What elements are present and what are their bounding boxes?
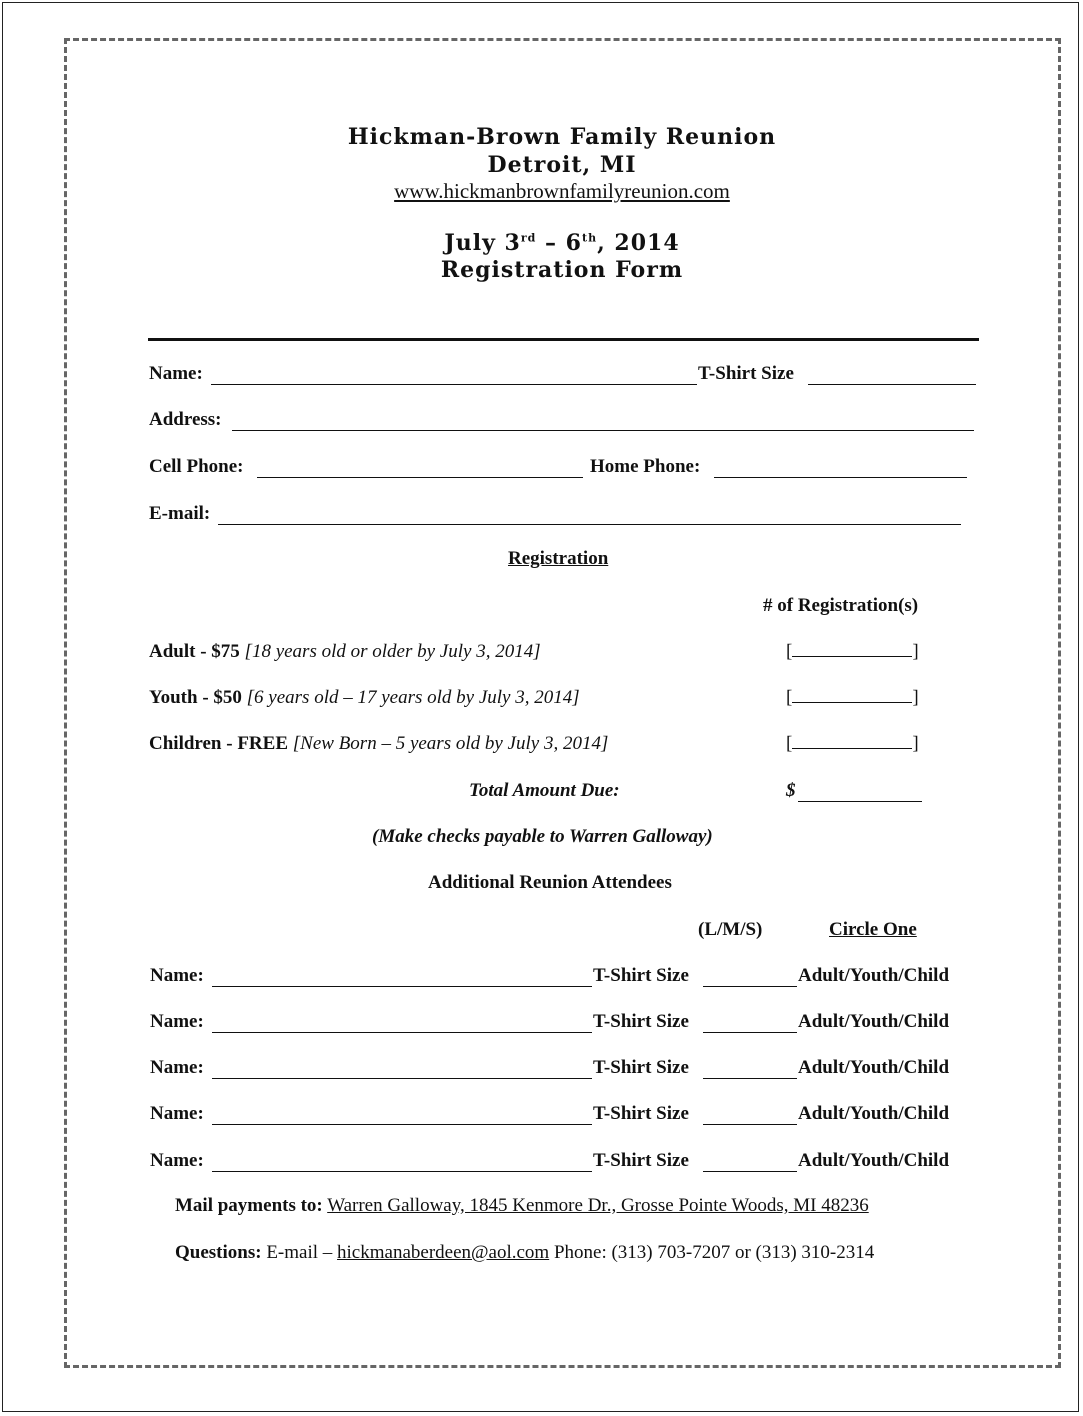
adult-fee-row: Adult - $75 [18 years old or older by July 3, 2014] xyxy=(149,641,541,662)
home-phone-label: Home Phone: xyxy=(590,456,701,477)
children-count-box[interactable]: [ ] xyxy=(786,733,919,754)
attendee-age-options[interactable]: Adult/Youth/Child xyxy=(798,965,950,986)
address-field[interactable] xyxy=(232,430,974,431)
email-field[interactable] xyxy=(218,524,961,525)
attendee-name-field[interactable] xyxy=(212,1078,592,1079)
youth-count-box[interactable]: [ ] xyxy=(786,687,919,708)
size-heading: (L/M/S) xyxy=(698,919,763,940)
attendee-tshirt-field[interactable] xyxy=(703,986,797,987)
attendee-name-label: Name: xyxy=(150,1011,204,1032)
attendee-tshirt-label: T-Shirt Size xyxy=(593,1150,689,1171)
tshirt-size-label: T-Shirt Size xyxy=(698,363,794,384)
mail-address: Warren Galloway, 1845 Kenmore Dr., Grosse Pointe Woods, MI 48236 xyxy=(327,1195,869,1216)
attendee-name-field[interactable] xyxy=(212,1171,592,1172)
total-amount-field[interactable] xyxy=(798,801,922,802)
attendee-tshirt-label: T-Shirt Size xyxy=(593,965,689,986)
email-label: E-mail: xyxy=(149,503,211,524)
cell-phone-label: Cell Phone: xyxy=(149,456,244,477)
attendee-tshirt-field[interactable] xyxy=(703,1124,797,1125)
youth-fee-row: Youth - $50 [6 years old – 17 years old by July 3, 2014] xyxy=(149,687,580,708)
attendee-tshirt-field[interactable] xyxy=(703,1032,797,1033)
dollar-sign: $ xyxy=(786,780,796,801)
registration-count-heading: # of Registration(s) xyxy=(763,595,919,616)
attendee-tshirt-label: T-Shirt Size xyxy=(593,1103,689,1124)
attendee-age-options[interactable]: Adult/Youth/Child xyxy=(798,1011,950,1032)
attendee-age-options[interactable]: Adult/Youth/Child xyxy=(798,1057,950,1078)
attendee-age-options[interactable]: Adult/Youth/Child xyxy=(798,1103,950,1124)
attendee-name-field[interactable] xyxy=(212,986,592,987)
name-label: Name: xyxy=(149,363,203,384)
reunion-dates: July 3rd – 6th, 2014 xyxy=(444,230,680,256)
adult-count-box[interactable]: [ ] xyxy=(786,641,919,662)
tshirt-size-field[interactable] xyxy=(808,384,976,385)
attendee-name-label: Name: xyxy=(150,1103,204,1124)
questions-email-link[interactable]: hickmanaberdeen@aol.com xyxy=(337,1242,550,1263)
attendees-heading: Additional Reunion Attendees xyxy=(428,872,672,893)
attendee-tshirt-label: T-Shirt Size xyxy=(593,1057,689,1078)
mail-payments-line: Mail payments to: Warren Galloway, 1845 Kenmore Dr., Grosse Pointe Woods, MI 48236 xyxy=(175,1195,869,1216)
attendee-tshirt-field[interactable] xyxy=(703,1171,797,1172)
attendee-name-label: Name: xyxy=(150,1057,204,1078)
attendee-name-field[interactable] xyxy=(212,1032,592,1033)
attendee-name-label: Name: xyxy=(150,1150,204,1171)
attendee-age-options[interactable]: Adult/Youth/Child xyxy=(798,1150,950,1171)
reunion-title: Hickman-Brown Family Reunion xyxy=(347,124,777,150)
circle-one-heading: Circle One xyxy=(829,919,917,940)
checks-payable-note: (Make checks payable to Warren Galloway) xyxy=(372,826,713,847)
attendee-name-label: Name: xyxy=(150,965,204,986)
attendee-tshirt-field[interactable] xyxy=(703,1078,797,1079)
address-label: Address: xyxy=(149,409,222,430)
home-phone-field[interactable] xyxy=(714,477,967,478)
reunion-location: Detroit, MI xyxy=(487,152,637,178)
questions-line: Questions: E-mail – hickmanaberdeen@aol.com Phone: (313) 703-7207 or (313) 310-2314 xyxy=(175,1242,875,1263)
registration-heading: Registration xyxy=(508,548,609,569)
form-title: Registration Form xyxy=(440,257,684,283)
attendee-tshirt-label: T-Shirt Size xyxy=(593,1011,689,1032)
cell-phone-field[interactable] xyxy=(257,477,583,478)
children-fee-row: Children - FREE [New Born – 5 years old by July 3, 2014] xyxy=(149,733,609,754)
divider xyxy=(148,338,979,341)
name-field[interactable] xyxy=(211,384,697,385)
total-amount-label: Total Amount Due: xyxy=(469,780,620,801)
website-link[interactable]: www.hickmanbrownfamilyreunion.com xyxy=(394,179,730,203)
attendee-name-field[interactable] xyxy=(212,1124,592,1125)
